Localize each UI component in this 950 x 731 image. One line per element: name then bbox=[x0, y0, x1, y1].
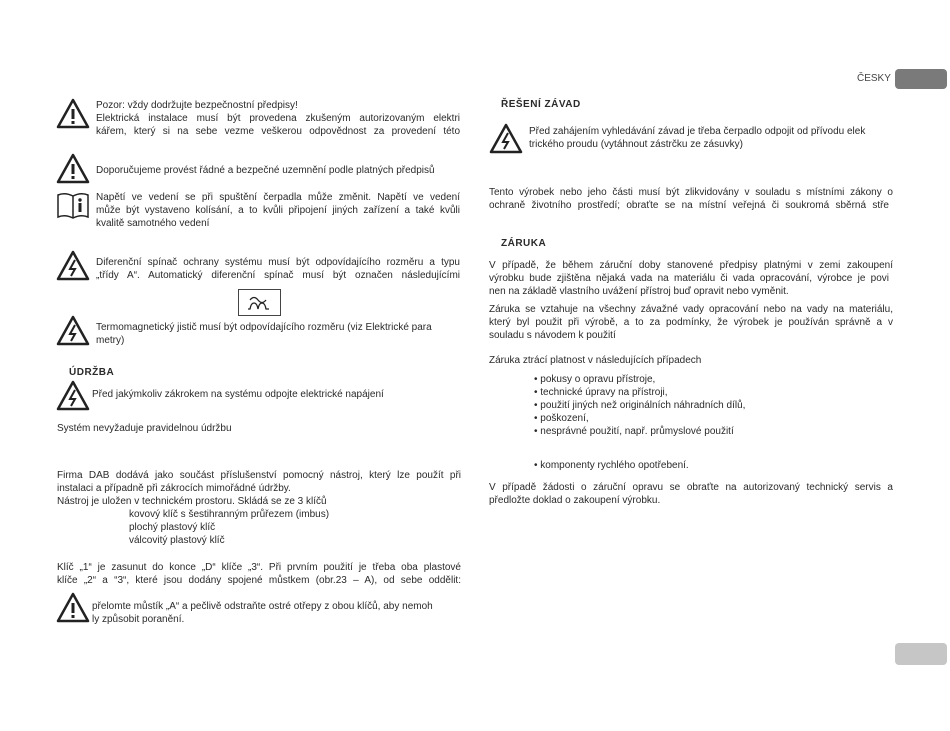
electric-warning-icon bbox=[57, 316, 89, 346]
disposal-line: ochraně životního prostředí; obraťte se na místní veřejná či soukromá sběrná stře bbox=[489, 200, 889, 211]
break-warning-line: ly způsobit poranění. bbox=[92, 614, 185, 625]
language-label: ČESKY bbox=[857, 73, 891, 84]
warranty-heading: ZÁRUKA bbox=[501, 238, 547, 249]
troubleshooting-warning-line: trického proudu (vytáhnout zástrčku ze zásuvky) bbox=[529, 139, 743, 150]
troubleshooting-heading: ŘEŠENÍ ZÁVAD bbox=[501, 99, 581, 110]
warranty-paragraph-line: výrobku bude zjištěna nějaká vada na materiálu či vada opracování, výrobce je povi bbox=[489, 273, 889, 284]
disposal-line: Tento výrobek nebo jeho části musí být zlikvidovány v souladu s místními zákony o bbox=[489, 187, 893, 198]
warranty-coverage-line: souladu s návodem k použití bbox=[489, 330, 616, 341]
warranty-coverage-line: který byl použit při výrobě, a to za podmínky, že výrobek je používán správně a v bbox=[489, 317, 893, 328]
electric-warning-icon bbox=[57, 381, 89, 411]
electric-warning-icon bbox=[57, 251, 89, 281]
warranty-paragraph-line: V případě, že během záruční doby stanovené předpisy platnými v zemi zakoupení bbox=[489, 260, 893, 271]
language-tab bbox=[895, 69, 947, 89]
page-number-tab bbox=[895, 643, 947, 665]
warning-icon bbox=[57, 593, 89, 623]
break-warning-line: přelomte můstík „A“ a pečlivě odstraňte ostré otřepy z obou klíčů, aby nemoh bbox=[92, 601, 433, 612]
voltage-note-line: Napětí ve vedení se při spuštění čerpadla může změnit. Napětí ve vedení bbox=[96, 192, 460, 203]
warranty-void-item: • poškození, bbox=[534, 413, 589, 424]
differential-switch-line: Diferenční spínač ochrany systému musí být odpovídajícího rozměru a typu bbox=[96, 257, 460, 268]
maintenance-note: Systém nevyžaduje pravidelnou údržbu bbox=[57, 423, 232, 434]
maintenance-heading: ÚDRŽBA bbox=[69, 367, 115, 378]
warranty-void-item: • technické úpravy na přístroji, bbox=[534, 387, 668, 398]
safety-warning-line: Elektrická instalace musí být provedena zkušeným autorizovaným elektri bbox=[96, 113, 460, 124]
key-insert-line: Klíč „1“ je zasunut do konce „D“ klíče „3“. Při prvním použití je třeba oba plastové bbox=[57, 562, 461, 573]
key-item: válcovitý plastový klíč bbox=[129, 535, 225, 546]
warranty-void-item: • nesprávné použití, např. průmyslové použití bbox=[534, 426, 734, 437]
troubleshooting-warning-line: Před zahájením vyhledávání závad je třeba čerpadlo odpojit od přívodu elek bbox=[529, 126, 866, 137]
class-a-symbol-icon bbox=[238, 289, 281, 316]
safety-warning-line: Pozor: vždy dodržujte bezpečnostní předpisy! bbox=[96, 100, 298, 111]
voltage-note-line: může být vystaveno kolísání, a to kvůli připojení jiných zařízení a také kvůli bbox=[96, 205, 460, 216]
tool-paragraph-line: Nástroj je uložen v technickém prostoru. Skládá se ze 3 klíčů bbox=[57, 496, 327, 507]
warning-icon bbox=[57, 154, 89, 184]
tool-paragraph-line: Firma DAB dodává jako součást příslušenství pomocný nástroj, který lze použít při bbox=[57, 470, 461, 481]
thermomagnetic-line: metry) bbox=[96, 335, 125, 346]
voltage-note-line: kvalitě samotného vedení bbox=[96, 218, 210, 229]
maintenance-warning: Před jakýmkoliv zákrokem na systému odpojte elektrické napájení bbox=[92, 389, 384, 400]
tool-paragraph-line: instalaci a případně při zákrocích mimořádné údržby. bbox=[57, 483, 291, 494]
warranty-void-item: • pokusy o opravu přístroje, bbox=[534, 374, 656, 385]
key-item: kovový klíč s šestihranným průřezem (imbus) bbox=[129, 509, 330, 520]
thermomagnetic-line: Termomagnetický jistič musí být odpovídajícího rozměru (viz Elektrické para bbox=[96, 322, 432, 333]
electric-warning-icon bbox=[57, 99, 89, 129]
key-item: plochý plastový klíč bbox=[129, 522, 216, 533]
manual-info-icon bbox=[56, 190, 90, 220]
safety-warning-line: kářem, který si na sebe vezme veškerou odpovědnost za provedení této bbox=[96, 126, 460, 137]
key-insert-line: klíče „2“ a “3“, které jsou dodány spojené můstkem (obr.23 – A), od sebe oddělit: bbox=[57, 575, 461, 586]
warranty-void-intro: Záruka ztrácí platnost v následujících případech bbox=[489, 355, 702, 366]
grounding-note: Doporučujeme provést řádné a bezpečné uzemnění podle platných předpisů bbox=[96, 165, 435, 176]
warranty-paragraph-line: nen na základě vlastního uvážení přístroj buď opravit nebo vyměnit. bbox=[489, 286, 789, 297]
warranty-void-item: • použití jiných než originálních náhradních dílů, bbox=[534, 400, 746, 411]
electric-warning-icon bbox=[490, 124, 522, 154]
warranty-claim-line: V případě žádosti o záruční opravu se obraťte na autorizovaný technický servis a bbox=[489, 482, 893, 493]
wear-components-item: • komponenty rychlého opotřebení. bbox=[534, 460, 689, 471]
warranty-claim-line: předložte doklad o zakoupení výrobku. bbox=[489, 495, 661, 506]
differential-switch-line: „třídy A“. Automatický diferenční spínač musí být označen následujícími bbox=[96, 270, 460, 281]
warranty-coverage-line: Záruka se vztahuje na všechny závažné vady opracování nebo na vady na materiálu, bbox=[489, 304, 893, 315]
